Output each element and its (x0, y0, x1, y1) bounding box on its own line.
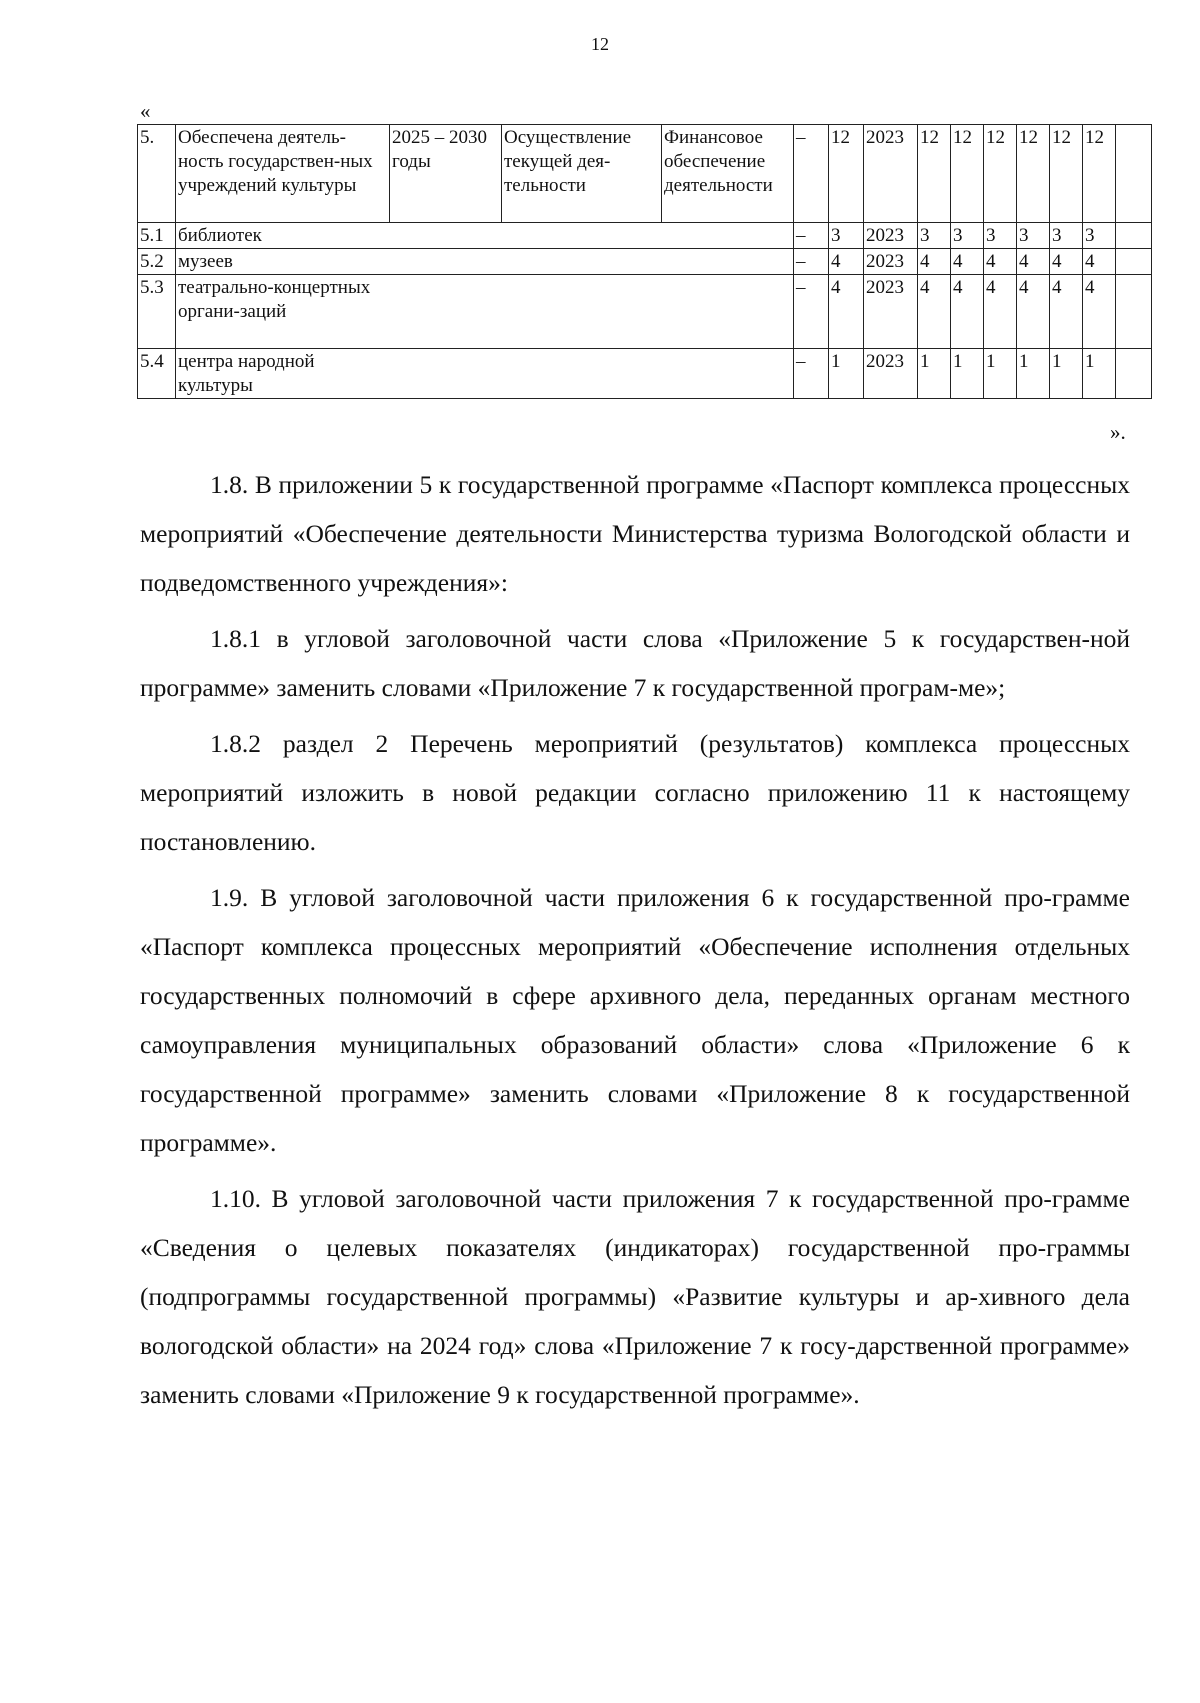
year-value-cell: 12 (984, 125, 1017, 223)
table-row (138, 223, 1152, 249)
year-value-cell: 3 (1083, 223, 1116, 249)
paragraph-1-10: 1.10. В угловой заголовочной части приложения 7 к государственной про-грамме «Сведения о целевых показателях (индикаторах) государственной про-граммы (подпрограммы государственной программы) «Развитие культуры и ар-хивного дела вологодской области» на 2024 год» слова «Приложение 7 к госу-дарственной программе» заменить словами «Приложение 9 к государственной программе». (140, 1184, 1130, 1409)
result-name-cell: музеев (176, 249, 794, 275)
row-number-cell: 5. (138, 125, 176, 223)
period-cell: 2025 – 2030 годы (390, 125, 502, 223)
year-value-cell: 12 (1050, 125, 1083, 223)
year-value-cell: 1 (918, 349, 951, 399)
base-year-cell: 2023 (864, 275, 918, 349)
year-value-cell: 1 (1083, 349, 1116, 399)
table-row (138, 275, 1152, 349)
result-name-text: театрально-концертных органи-заций (178, 277, 371, 322)
base-year-cell: 2023 (864, 125, 918, 223)
base-value-cell: 3 (829, 223, 864, 249)
result-name-cell (176, 349, 794, 399)
results-table (137, 124, 1152, 399)
year-value-cell: 1 (1017, 349, 1050, 399)
extra-cell (1116, 275, 1152, 349)
type-cell: Осуществление текущей дея-тельности (502, 125, 662, 223)
extra-cell (1116, 249, 1152, 275)
result-name-cell: библиотек (176, 223, 794, 249)
year-value-cell: 1 (984, 349, 1017, 399)
unit-cell: – (794, 349, 829, 399)
year-value-cell: 4 (1050, 275, 1083, 349)
base-year-cell: 2023 (864, 223, 918, 249)
base-year-cell: 2023 (864, 249, 918, 275)
year-value-cell: 4 (951, 249, 984, 275)
year-value-cell: 4 (1017, 249, 1050, 275)
base-value-cell: 12 (829, 125, 864, 223)
table-row (138, 249, 1152, 275)
year-value-cell: 1 (951, 349, 984, 399)
unit-cell: – (794, 275, 829, 349)
year-value-cell: 4 (1017, 275, 1050, 349)
unit-cell: – (794, 249, 829, 275)
opening-quote: « (140, 99, 151, 123)
year-value-cell: 3 (951, 223, 984, 249)
year-value-cell: 4 (984, 249, 1017, 275)
year-value-cell: 4 (984, 275, 1017, 349)
page-number: 12 (591, 34, 609, 54)
closing-quote: ». (1110, 420, 1126, 444)
row-number-cell: 5.4 (138, 349, 176, 399)
extra-cell (1116, 223, 1152, 249)
base-value-cell: 4 (829, 275, 864, 349)
table-row (138, 125, 1152, 223)
year-value-cell: 3 (984, 223, 1017, 249)
result-name-cell: Обеспечена деятель-ность государствен-ных учреждений культуры (176, 125, 390, 223)
characteristic-cell: Финансовое обеспечение деятельности (662, 125, 794, 223)
year-value-cell: 3 (918, 223, 951, 249)
year-value-cell: 12 (1083, 125, 1116, 223)
document-body (140, 460, 1130, 1426)
year-value-cell: 4 (1050, 249, 1083, 275)
row-number-cell: 5.3 (138, 275, 176, 349)
paragraph-1-8-2: 1.8.2 раздел 2 Перечень мероприятий (результатов) комплекса процессных мероприятий изложить в новой редакции согласно приложению 11 к настоящему постановлению. (140, 729, 1130, 856)
year-value-cell: 4 (918, 249, 951, 275)
unit-cell: – (794, 223, 829, 249)
row-number-cell: 5.2 (138, 249, 176, 275)
paragraph-1-8-1: 1.8.1 в угловой заголовочной части слова «Приложение 5 к государствен-ной программе» заменить словами «Приложение 7 к государственной програм-ме»; (140, 624, 1130, 702)
year-value-cell: 1 (1050, 349, 1083, 399)
row-number-cell: 5.1 (138, 223, 176, 249)
paragraph-1-9: 1.9. В угловой заголовочной части приложения 6 к государственной про-грамме «Паспорт комплекса процессных мероприятий «Обеспечение исполнения отдельных государственных полномочий в сфере архивного дела, переданных органам местного самоуправления муниципальных образований области» слова «Приложение 6 к государственной программе» заменить словами «Приложение 8 к государственной программе». (140, 883, 1130, 1157)
table-row (138, 349, 1152, 399)
result-name-cell (176, 275, 794, 349)
base-value-cell: 1 (829, 349, 864, 399)
base-value-cell: 4 (829, 249, 864, 275)
base-year-cell: 2023 (864, 349, 918, 399)
unit-cell: – (794, 125, 829, 223)
year-value-cell: 4 (918, 275, 951, 349)
year-value-cell: 3 (1050, 223, 1083, 249)
year-value-cell: 12 (951, 125, 984, 223)
paragraph-1-8: 1.8. В приложении 5 к государственной программе «Паспорт комплекса процессных мероприятий «Обеспечение деятельности Министерства туризма Вологодской области и подведомственного учреждения»: (140, 470, 1130, 597)
year-value-cell: 12 (918, 125, 951, 223)
extra-cell (1116, 349, 1152, 399)
extra-cell (1116, 125, 1152, 223)
year-value-cell: 12 (1017, 125, 1050, 223)
year-value-cell: 4 (951, 275, 984, 349)
year-value-cell: 3 (1017, 223, 1050, 249)
year-value-cell: 4 (1083, 249, 1116, 275)
result-name-text: центра народной культуры (178, 351, 315, 396)
year-value-cell: 4 (1083, 275, 1116, 349)
